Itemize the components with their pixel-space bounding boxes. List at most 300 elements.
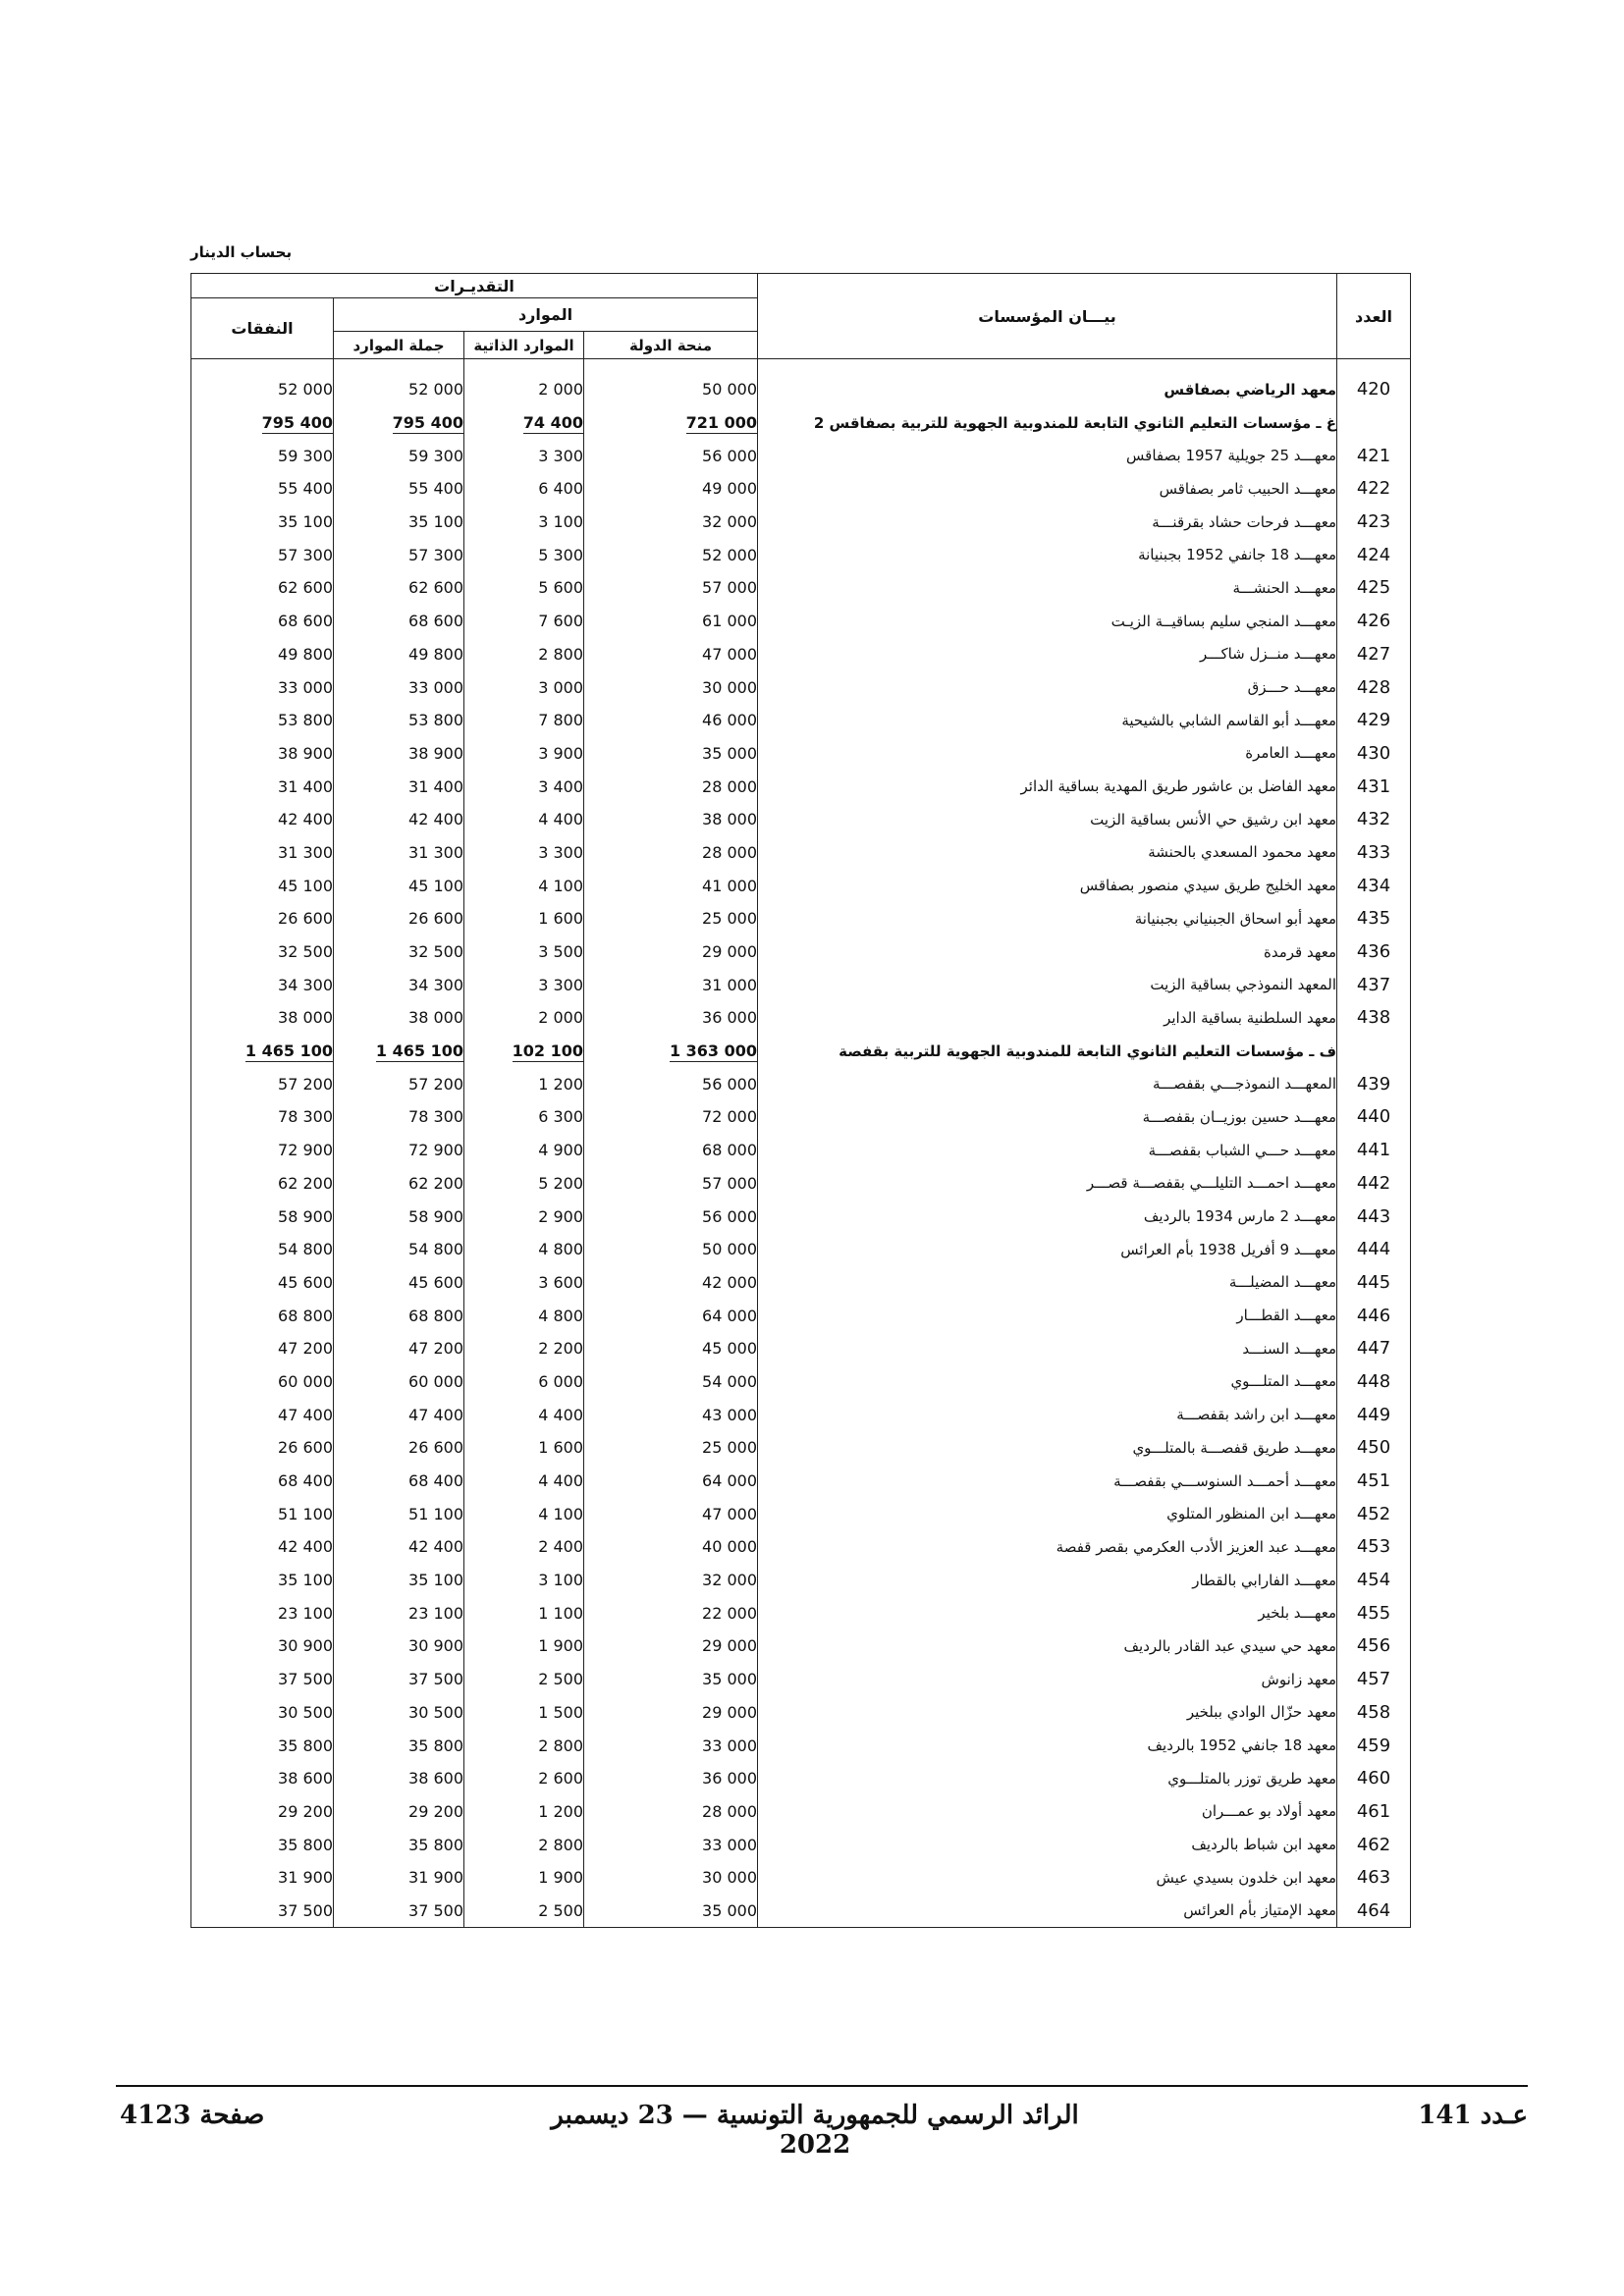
row-number-cell: 458 (1337, 1696, 1411, 1730)
own-resources-cell: 6 000 (464, 1365, 584, 1399)
table-header (191, 274, 1411, 359)
institution-name-cell: معهد الإمتياز بأم العرائس (758, 1895, 1337, 1928)
state-grant-cell: 33 000 (584, 1729, 758, 1762)
table-row (191, 670, 1411, 704)
table-row (191, 1465, 1411, 1498)
row-number-cell: 440 (1337, 1100, 1411, 1134)
expenses-cell: 52 000 (191, 373, 334, 406)
own-resources-cell: 3 100 (464, 1564, 584, 1597)
state-grant-cell: 49 000 (584, 472, 758, 506)
table-row (191, 1828, 1411, 1861)
row-number-cell: 449 (1337, 1398, 1411, 1431)
table-row (191, 1530, 1411, 1564)
row-number-cell (1337, 1035, 1411, 1068)
institution-name-cell: معهـــد المتلـــوي (758, 1365, 1337, 1399)
expenses-cell: 68 400 (191, 1465, 334, 1498)
state-grant-cell: 36 000 (584, 1762, 758, 1795)
total-resources-cell: 68 800 (334, 1299, 464, 1332)
total-resources-cell: 68 600 (334, 605, 464, 638)
own-resources-cell: 102 100 (464, 1035, 584, 1068)
table-row (191, 1067, 1411, 1100)
expenses-cell: 58 900 (191, 1200, 334, 1233)
table-row (191, 1001, 1411, 1035)
table-row (191, 472, 1411, 506)
state-grant-cell: 56 000 (584, 439, 758, 472)
institution-name-cell: معهـــد 2 مارس 1934 بالرديف (758, 1200, 1337, 1233)
institution-name-cell: معهد زانوش (758, 1663, 1337, 1696)
institution-name-cell: غ ـ مؤسسات التعليم الثانوي التابعة للمندوبية الجهوية للتربية بصفاقس 2 (758, 406, 1337, 440)
table-row (191, 1167, 1411, 1201)
state-grant-cell: 28 000 (584, 770, 758, 803)
institution-name-cell: معهـــد العامرة (758, 737, 1337, 771)
row-number-cell: 447 (1337, 1332, 1411, 1365)
total-resources-cell: 35 100 (334, 506, 464, 539)
state-grant-cell: 33 000 (584, 1828, 758, 1861)
table-row (191, 506, 1411, 539)
table-row (191, 1266, 1411, 1300)
expenses-cell: 35 800 (191, 1828, 334, 1861)
table-row (191, 605, 1411, 638)
total-resources-cell: 62 200 (334, 1167, 464, 1201)
table-row (191, 770, 1411, 803)
table-row (191, 836, 1411, 870)
footer-divider (116, 2085, 1528, 2087)
own-resources-cell: 2 800 (464, 1729, 584, 1762)
expenses-cell: 60 000 (191, 1365, 334, 1399)
row-number-cell: 446 (1337, 1299, 1411, 1332)
total-resources-cell: 29 200 (334, 1795, 464, 1829)
institution-name-cell: معهـــد حـــي الشباب بقفصـــة (758, 1134, 1337, 1167)
own-resources-cell: 2 800 (464, 1828, 584, 1861)
section-total-row (191, 1035, 1411, 1068)
institution-name-cell: معهـــد الحنشـــة (758, 571, 1337, 605)
own-resources-cell: 4 100 (464, 869, 584, 902)
state-grant-cell: 42 000 (584, 1266, 758, 1300)
state-grant-cell: 28 000 (584, 836, 758, 870)
own-resources-cell: 2 200 (464, 1332, 584, 1365)
table-row (191, 1497, 1411, 1530)
total-resources-cell: 49 800 (334, 638, 464, 671)
own-resources-cell: 7 600 (464, 605, 584, 638)
row-number-cell: 459 (1337, 1729, 1411, 1762)
row-number-cell: 463 (1337, 1861, 1411, 1895)
row-number-cell: 432 (1337, 803, 1411, 836)
total-resources-cell: 57 200 (334, 1067, 464, 1100)
expenses-cell: 47 400 (191, 1398, 334, 1431)
table-body (191, 359, 1411, 1928)
total-resources-cell: 35 800 (334, 1729, 464, 1762)
own-resources-cell: 4 800 (464, 1299, 584, 1332)
table-row (191, 1564, 1411, 1597)
institution-name-cell: معهـــد الفارابي بالقطار (758, 1564, 1337, 1597)
state-grant-cell: 25 000 (584, 902, 758, 935)
row-number-cell: 442 (1337, 1167, 1411, 1201)
institution-name-cell: معهـــد فرحات حشاد بقرقنـــة (758, 506, 1337, 539)
institution-name-cell: معهد الرياضي بصفاقس (758, 373, 1337, 406)
total-resources-cell: 1 465 100 (334, 1035, 464, 1068)
table-row (191, 1134, 1411, 1167)
state-grant-cell: 61 000 (584, 605, 758, 638)
total-resources-cell: 52 000 (334, 373, 464, 406)
state-grant-cell: 29 000 (584, 1696, 758, 1730)
expenses-cell: 29 200 (191, 1795, 334, 1829)
state-grant-cell: 56 000 (584, 1200, 758, 1233)
expenses-cell: 35 800 (191, 1729, 334, 1762)
header-own-resources: الموارد الذاتية (464, 332, 584, 359)
expenses-cell: 31 300 (191, 836, 334, 870)
row-number-cell: 464 (1337, 1895, 1411, 1928)
expenses-cell: 68 600 (191, 605, 334, 638)
expenses-cell: 54 800 (191, 1233, 334, 1266)
total-resources-cell: 51 100 (334, 1497, 464, 1530)
total-resources-cell: 58 900 (334, 1200, 464, 1233)
expenses-cell: 62 200 (191, 1167, 334, 1201)
total-resources-cell: 30 900 (334, 1629, 464, 1663)
expenses-cell: 35 100 (191, 506, 334, 539)
institution-name-cell: معهد أبو اسحاق الجبنياني بجبنيانة (758, 902, 1337, 935)
state-grant-cell: 28 000 (584, 1795, 758, 1829)
table-row (191, 869, 1411, 902)
own-resources-cell: 4 400 (464, 1465, 584, 1498)
state-grant-cell: 64 000 (584, 1299, 758, 1332)
total-resources-cell: 47 200 (334, 1332, 464, 1365)
total-resources-cell: 31 900 (334, 1861, 464, 1895)
row-number-cell: 445 (1337, 1266, 1411, 1300)
expenses-cell: 30 500 (191, 1696, 334, 1730)
own-resources-cell: 3 300 (464, 439, 584, 472)
institution-name-cell: معهد ابن شباط بالرديف (758, 1828, 1337, 1861)
own-resources-cell: 6 400 (464, 472, 584, 506)
own-resources-cell: 1 500 (464, 1696, 584, 1730)
state-grant-cell: 32 000 (584, 1564, 758, 1597)
row-number-cell: 420 (1337, 373, 1411, 406)
table-row (191, 1233, 1411, 1266)
table-row (191, 902, 1411, 935)
total-resources-cell: 38 600 (334, 1762, 464, 1795)
table-row (191, 1596, 1411, 1629)
institution-name-cell: معهـــد طريق قفصـــة بالمتلـــوي (758, 1431, 1337, 1465)
row-number-cell: 441 (1337, 1134, 1411, 1167)
table-row (191, 1629, 1411, 1663)
state-grant-cell: 35 000 (584, 1663, 758, 1696)
row-number-cell: 451 (1337, 1465, 1411, 1498)
state-grant-cell: 38 000 (584, 803, 758, 836)
institution-name-cell: معهد السلطنية بساقية الداير (758, 1001, 1337, 1035)
own-resources-cell: 1 200 (464, 1067, 584, 1100)
own-resources-cell: 4 100 (464, 1497, 584, 1530)
expenses-cell: 57 300 (191, 538, 334, 571)
expenses-cell: 47 200 (191, 1332, 334, 1365)
row-number-cell: 430 (1337, 737, 1411, 771)
row-number-cell: 457 (1337, 1663, 1411, 1696)
own-resources-cell: 2 400 (464, 1530, 584, 1564)
state-grant-cell: 31 000 (584, 968, 758, 1001)
total-resources-cell: 37 500 (334, 1663, 464, 1696)
state-grant-cell: 25 000 (584, 1431, 758, 1465)
expenses-cell: 57 200 (191, 1067, 334, 1100)
own-resources-cell: 1 600 (464, 902, 584, 935)
row-number-cell: 427 (1337, 638, 1411, 671)
table-row (191, 1729, 1411, 1762)
state-grant-cell: 30 000 (584, 670, 758, 704)
institution-name-cell: معهد طريق توزر بالمتلـــوي (758, 1762, 1337, 1795)
total-resources-cell: 60 000 (334, 1365, 464, 1399)
state-grant-cell: 52 000 (584, 538, 758, 571)
state-grant-cell: 64 000 (584, 1465, 758, 1498)
own-resources-cell: 1 600 (464, 1431, 584, 1465)
table-row (191, 1663, 1411, 1696)
row-number-cell: 421 (1337, 439, 1411, 472)
own-resources-cell: 3 300 (464, 836, 584, 870)
row-number-cell: 439 (1337, 1067, 1411, 1100)
expenses-cell: 53 800 (191, 704, 334, 737)
table-row (191, 737, 1411, 771)
institution-name-cell: معهـــد بلخير (758, 1596, 1337, 1629)
state-grant-cell: 45 000 (584, 1332, 758, 1365)
row-number-cell: 454 (1337, 1564, 1411, 1597)
institution-name-cell: معهد قرمدة (758, 935, 1337, 969)
table-row (191, 803, 1411, 836)
row-number-cell: 428 (1337, 670, 1411, 704)
own-resources-cell: 3 900 (464, 737, 584, 771)
state-grant-cell: 47 000 (584, 1497, 758, 1530)
expenses-cell: 34 300 (191, 968, 334, 1001)
header-state-grant: منحة الدولة (584, 332, 758, 359)
row-number-cell: 456 (1337, 1629, 1411, 1663)
institution-name-cell: معهـــد السنـــد (758, 1332, 1337, 1365)
total-resources-cell: 35 100 (334, 1564, 464, 1597)
state-grant-cell: 46 000 (584, 704, 758, 737)
state-grant-cell: 56 000 (584, 1067, 758, 1100)
own-resources-cell: 5 200 (464, 1167, 584, 1201)
table-row (191, 638, 1411, 671)
institution-name-cell: معهـــد حسين بوزيــان بقفصـــة (758, 1100, 1337, 1134)
institution-name-cell: معهد ابن خلدون بسيدي عيش (758, 1861, 1337, 1895)
row-number-cell: 426 (1337, 605, 1411, 638)
total-resources-cell: 59 300 (334, 439, 464, 472)
own-resources-cell: 5 300 (464, 538, 584, 571)
institution-name-cell: معهـــد حـــزق (758, 670, 1337, 704)
own-resources-cell: 2 000 (464, 373, 584, 406)
expenses-cell: 55 400 (191, 472, 334, 506)
total-resources-cell: 53 800 (334, 704, 464, 737)
total-resources-cell: 35 800 (334, 1828, 464, 1861)
row-number-cell: 434 (1337, 869, 1411, 902)
expenses-cell: 42 400 (191, 1530, 334, 1564)
expenses-cell: 1 465 100 (191, 1035, 334, 1068)
expenses-cell: 795 400 (191, 406, 334, 440)
total-resources-cell: 33 000 (334, 670, 464, 704)
own-resources-cell: 2 800 (464, 638, 584, 671)
expenses-cell: 51 100 (191, 1497, 334, 1530)
total-resources-cell: 32 500 (334, 935, 464, 969)
total-resources-cell: 30 500 (334, 1696, 464, 1730)
row-number-cell: 422 (1337, 472, 1411, 506)
expenses-cell: 32 500 (191, 935, 334, 969)
total-resources-cell: 26 600 (334, 902, 464, 935)
total-resources-cell: 72 900 (334, 1134, 464, 1167)
own-resources-cell: 1 900 (464, 1861, 584, 1895)
state-grant-cell: 29 000 (584, 935, 758, 969)
expenses-cell: 31 900 (191, 1861, 334, 1895)
state-grant-cell: 36 000 (584, 1001, 758, 1035)
table-row (191, 1332, 1411, 1365)
total-resources-cell: 45 600 (334, 1266, 464, 1300)
table-row (191, 968, 1411, 1001)
total-resources-cell: 62 600 (334, 571, 464, 605)
own-resources-cell: 1 900 (464, 1629, 584, 1663)
institution-name-cell: معهـــد المضيلـــة (758, 1266, 1337, 1300)
state-grant-cell: 29 000 (584, 1629, 758, 1663)
expenses-cell: 38 000 (191, 1001, 334, 1035)
header-total-resources: جملة الموارد (334, 332, 464, 359)
table-row (191, 1895, 1411, 1928)
institution-name-cell: المعهد النموذجي بساقية الزيت (758, 968, 1337, 1001)
institution-name-cell: معهـــد أبو القاسم الشابي بالشيحية (758, 704, 1337, 737)
own-resources-cell: 5 600 (464, 571, 584, 605)
expenses-cell: 42 400 (191, 803, 334, 836)
own-resources-cell: 2 500 (464, 1895, 584, 1928)
expenses-cell: 26 600 (191, 902, 334, 935)
total-resources-cell: 34 300 (334, 968, 464, 1001)
expenses-cell: 37 500 (191, 1895, 334, 1928)
table-row (191, 373, 1411, 406)
row-number-cell: 460 (1337, 1762, 1411, 1795)
total-resources-cell: 23 100 (334, 1596, 464, 1629)
institution-name-cell: معهد حزّال الوادي ببلخير (758, 1696, 1337, 1730)
institution-name-cell: معهـــد 9 أفريل 1938 بأم العرائس (758, 1233, 1337, 1266)
row-number-cell: 437 (1337, 968, 1411, 1001)
own-resources-cell: 3 400 (464, 770, 584, 803)
table-row (191, 1795, 1411, 1829)
own-resources-cell: 4 800 (464, 1233, 584, 1266)
state-grant-cell: 35 000 (584, 1895, 758, 1928)
expenses-cell: 33 000 (191, 670, 334, 704)
row-number-cell: 431 (1337, 770, 1411, 803)
total-resources-cell: 57 300 (334, 538, 464, 571)
institution-name-cell: معهـــد القطـــار (758, 1299, 1337, 1332)
institution-name-cell: معهد الفاضل بن عاشور طريق المهدية بساقية الدائر (758, 770, 1337, 803)
expenses-cell: 37 500 (191, 1663, 334, 1696)
state-grant-cell: 47 000 (584, 638, 758, 671)
journal-title: الرائد الرسمي للجمهورية التونسية — 23 ديسمبر 2022 (551, 2101, 1079, 2160)
header-estimates: التقديـرات (191, 274, 758, 298)
own-resources-cell: 3 300 (464, 968, 584, 1001)
expenses-cell: 30 900 (191, 1629, 334, 1663)
institution-name-cell: معهد حي سيدي عبد القادر بالرديف (758, 1629, 1337, 1663)
total-resources-cell: 78 300 (334, 1100, 464, 1134)
own-resources-cell: 2 900 (464, 1200, 584, 1233)
institution-name-cell: معهـــد الحبيب ثامر بصفاقس (758, 472, 1337, 506)
total-resources-cell: 68 400 (334, 1465, 464, 1498)
table-row (191, 1365, 1411, 1399)
state-grant-cell: 35 000 (584, 737, 758, 771)
state-grant-cell: 50 000 (584, 373, 758, 406)
expenses-cell: 45 100 (191, 869, 334, 902)
state-grant-cell: 43 000 (584, 1398, 758, 1431)
table-row (191, 1100, 1411, 1134)
section-total-row (191, 406, 1411, 440)
own-resources-cell: 2 600 (464, 1762, 584, 1795)
table-row (191, 1200, 1411, 1233)
own-resources-cell: 4 400 (464, 1398, 584, 1431)
total-resources-cell: 38 000 (334, 1001, 464, 1035)
expenses-cell: 23 100 (191, 1596, 334, 1629)
own-resources-cell: 6 300 (464, 1100, 584, 1134)
total-resources-cell: 42 400 (334, 803, 464, 836)
state-grant-cell: 57 000 (584, 1167, 758, 1201)
own-resources-cell: 7 800 (464, 704, 584, 737)
header-number: العدد (1337, 274, 1411, 359)
institution-name-cell: معهـــد ابن راشد بقفصـــة (758, 1398, 1337, 1431)
row-number-cell: 443 (1337, 1200, 1411, 1233)
institution-name-cell: معهد ابن رشيق حي الأنس بساقية الزيت (758, 803, 1337, 836)
header-institutions: بيـــان المؤسسات (758, 274, 1337, 359)
row-number-cell: 435 (1337, 902, 1411, 935)
table-row (191, 1398, 1411, 1431)
own-resources-cell: 2 000 (464, 1001, 584, 1035)
row-number-cell: 429 (1337, 704, 1411, 737)
total-resources-cell: 47 400 (334, 1398, 464, 1431)
table-row (191, 1696, 1411, 1730)
own-resources-cell: 4 400 (464, 803, 584, 836)
table-row (191, 1299, 1411, 1332)
state-grant-cell: 68 000 (584, 1134, 758, 1167)
budget-table (190, 273, 1411, 1928)
total-resources-cell: 37 500 (334, 1895, 464, 1928)
total-resources-cell: 31 300 (334, 836, 464, 870)
table-row (191, 1762, 1411, 1795)
own-resources-cell: 4 900 (464, 1134, 584, 1167)
expenses-cell: 62 600 (191, 571, 334, 605)
row-number-cell: 455 (1337, 1596, 1411, 1629)
row-number-cell: 436 (1337, 935, 1411, 969)
total-resources-cell: 45 100 (334, 869, 464, 902)
expenses-cell: 31 400 (191, 770, 334, 803)
row-number-cell: 438 (1337, 1001, 1411, 1035)
institution-name-cell: معهـــد منــزل شاكـــر (758, 638, 1337, 671)
table-row (191, 571, 1411, 605)
expenses-cell: 49 800 (191, 638, 334, 671)
table-row (191, 704, 1411, 737)
institution-name-cell: معهـــد أحمـــد السنوســـي بقفصـــة (758, 1465, 1337, 1498)
header-resources: الموارد (334, 298, 758, 332)
institution-name-cell: معهد محمود المسعدي بالحنشة (758, 836, 1337, 870)
row-number-cell: 423 (1337, 506, 1411, 539)
total-resources-cell: 38 900 (334, 737, 464, 771)
institution-name-cell: معهـــد احمـــد التليلـــي بقفصـــة قصـــر (758, 1167, 1337, 1201)
table-row (191, 1861, 1411, 1895)
state-grant-cell: 30 000 (584, 1861, 758, 1895)
state-grant-cell: 721 000 (584, 406, 758, 440)
row-number-cell: 453 (1337, 1530, 1411, 1564)
own-resources-cell: 74 400 (464, 406, 584, 440)
row-number-cell: 448 (1337, 1365, 1411, 1399)
currency-unit-label: بحساب الدينار (190, 243, 293, 261)
expenses-cell: 26 600 (191, 1431, 334, 1465)
expenses-cell: 38 900 (191, 737, 334, 771)
row-number-cell: 433 (1337, 836, 1411, 870)
state-grant-cell: 72 000 (584, 1100, 758, 1134)
own-resources-cell: 3 500 (464, 935, 584, 969)
total-resources-cell: 54 800 (334, 1233, 464, 1266)
state-grant-cell: 1 363 000 (584, 1035, 758, 1068)
own-resources-cell: 3 000 (464, 670, 584, 704)
institution-name-cell: معهد الخليج طريق سيدي منصور بصفاقس (758, 869, 1337, 902)
expenses-cell: 35 100 (191, 1564, 334, 1597)
header-expenses: النفقات (191, 298, 334, 359)
row-number-cell (1337, 406, 1411, 440)
